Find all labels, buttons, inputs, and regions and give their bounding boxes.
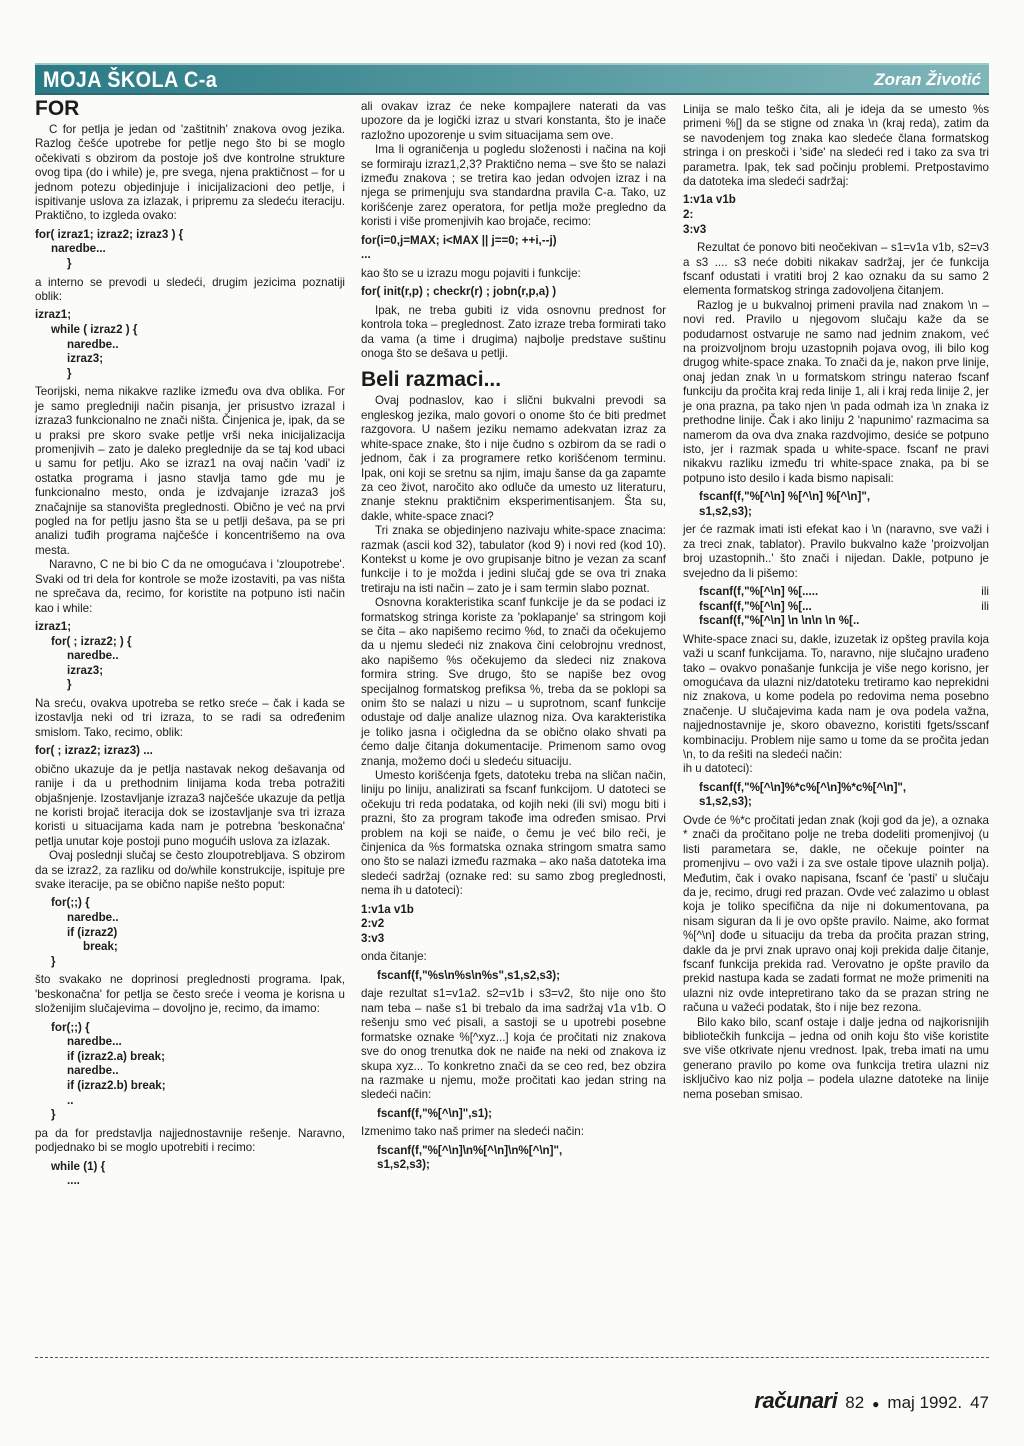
paragraph: Ovaj podnaslov, kao i slični bukvalni prevodi sa engleskog jezika, malo govori o onome što će biti predmet razgovora. U našem jeziku nemamo adekvatan izraz za white-space znake, što i nije čudno s ozbirom da se radi o jednom, čak i za programere retko korišćenom terminu. Ipak, oni koji se sretnu sa njim, imaju šanse da ga zapamte za ceo život, naročito ako odluče da umesto uz literaturu, znanje steknu praktičnim eksperimentisanjem. Šta su, dakle, white-space znaci? xyxy=(361,394,666,523)
paragraph: White-space znaci su, dakle, izuzetak iz opšteg pravila koja važi u scanf funkcijama. To, naravno, nije slučajno urađeno tako – ovakvo ponašanje funkcija je više nego korisno, jer omogućava da ulazni niz/datoteku tretiramo kao neprekidni niz znakova, u kome podela po redovima nema posebno značenje. U slučajevima kada nam je ova podela važna, najjednostavnije je, skoro obavezno, koristiti fgets/sscanf kombinaciju. Problem nije samo u tome da se pročita jedan \n, to da rešiti na sledeći način: xyxy=(683,632,989,761)
paragraph: Ovaj poslednji slučaj se često zloupotrebljava. S obzirom da se izraz2, za razliku od do/while konstrukcije, ispituje pre svake iteracije, pa se obično napiše nešto poput: xyxy=(35,849,345,891)
page-footer xyxy=(754,1388,989,1414)
code-block xyxy=(35,744,345,759)
column-title: MOJA ŠKOLA C-a xyxy=(43,67,218,92)
author-name: Zoran Životić xyxy=(874,70,981,89)
paragraph: Osnovna korakteristika scanf funkcije je da se podaci iz formatskog stringa koriste za 'poklapanje' sa stringom koji se čita – ako napišemo recimo %d, to znači da očekujemo da u njemu sledeći niz znakova čini celobrojnu vrednost, ako napišemo %s očekujemo da sledeci niz znakova formira string. Sve drugo, što se napiše bez ovog specijalnog formatskog prefiksa %, treba da se poklopi sa onim što se nalazi u nizu – u suprotnom, scanf funkcije odustaje od dalje analize ulaznog niza. Ova karakteristika je toliko jasna i očigledna da se obično olako shvati pa ćemo dalje čitanja dokumentacije. Primenom samo ovog znanja, možemo doći u sledeću situaciju. xyxy=(361,596,666,768)
code-line: for(i=0,j=MAX; i<MAX || j==0; ++i,--j) xyxy=(361,233,557,247)
code-block xyxy=(683,585,989,629)
column-middle xyxy=(361,100,666,1177)
footer-divider xyxy=(35,1357,989,1358)
code-line: if (izraz2.a) break; xyxy=(67,1049,165,1063)
paragraph: Bilo kako bilo, scanf ostaje i dalje jedna od najkorisnijih bibliotečkih funkcija – jedna od onih koju što više koristite sve više otkrivate njenu vrednost. Ipak, treba imati na umu generano pravilo po kome ova funkcija tretira ulazni niz isključivo kao niz polja – podela ulazne datoteke na linije nema poseban smisao. xyxy=(683,1015,989,1101)
paragraph: Umesto korišćenja fgets, datoteku treba na sličan način, liniju po liniju, analizirati sa fscanf funkcijom. U datoteci se očekuju tri reda podataka, od kojih neki (ili svi) mogu biti i prazni, što za program takođe ima određen smisao. Prvi problem na koji se naiđe, o čemu je već bilo reči, je činjenica da %s formatska oznaka stringom smatra samo ono što se nalazi između razmaka – ako naša datoteka ima sledeći sadržaj (oznake red: su samo zbog preglednosti, nema ih u datoteci): xyxy=(361,769,666,898)
code-line: fscanf(f,"%[^\n]",s1); xyxy=(377,1106,493,1120)
code-block xyxy=(361,234,666,263)
code-line: fscanf(f,"%[^\n]\n%[^\n]\n%[^\n]", xyxy=(377,1143,563,1157)
code-line: s1,s2,s3); xyxy=(377,1158,430,1172)
code-line: naredbe... xyxy=(67,1035,122,1049)
paragraph: daje rezultat s1=v1a2. s2=v1b i s3=v2, što nije ono što nam teba – naše s1 bi trebalo da ima sadržaj v1a v1b. O rešenju smo već pisali, a sastoji se u upotrebi posebne formatske oznake %[^xyz...] koja će pročitati niz znakova sve do onog trenutka dok ne naiđe na neki od znakova iz skupa xyz... To konkretno znači da se ceo red, bez obzira na razmake u njemu, može pročitati kao jedan string na sledeći način: xyxy=(361,987,666,1102)
or-label: ili xyxy=(981,599,989,613)
code-line: for( ; izraz2; izraz3) ... xyxy=(35,744,153,758)
code-line: fscanf(f,"%[^\n] %[^\n] %[^\n]", xyxy=(699,490,871,504)
code-block xyxy=(35,228,345,272)
code-block xyxy=(683,193,989,237)
code-text: fscanf(f,"%[^\n] %[..... xyxy=(699,584,819,598)
code-block xyxy=(361,285,666,300)
code-line: 3:v3 xyxy=(683,222,707,236)
column-right xyxy=(683,103,989,1102)
code-line: } xyxy=(67,366,72,380)
paragraph: Rezultat će ponovo biti neočekivan – s1=v1a v1b, s2=v3 a s3 .... s3 neće dobiti nikakav sadržaj, jer će funkcija fscanf odustati i vratiti broj 2 kao oznaku da su samo 2 elementa formatskog stringa zadovoljena čitanjem. xyxy=(683,241,989,298)
code-line: naredbe... xyxy=(51,242,106,256)
code-line: if (izraz2.b) break; xyxy=(67,1078,166,1092)
code-line: fscanf(f,"%[^\n]%*c%[^\n]%*c%[^\n]", xyxy=(699,780,907,794)
column-left xyxy=(35,98,345,1193)
paragraph: ali ovakav izraz će neke kompajlere naterati da vas upozore da je logički izraz u stvari konstanta, što je inače razložno upozorenje u svim situacijama sem ove. xyxy=(361,100,666,142)
code-line: izraz3; xyxy=(67,663,104,677)
issue-number: 82 xyxy=(845,1393,865,1412)
paragraph: Izmenimo tako naš primer na sledeći način: xyxy=(361,1125,584,1139)
or-label: ili xyxy=(981,584,989,598)
code-line: 1:v1a v1b xyxy=(683,193,736,207)
paragraph: onda čitanje: xyxy=(361,950,427,964)
paragraph: C for petlja je jedan od 'zaštitnih' znakova ovog jezika. Razlog češće upotrebe for petlje nego što bi se moglo očekivati s obzirom da postoje još dve kontrolne strukture ovog tipa (do i while) je, pre svega, njena praktičnost – for u jednom potezu objedinjuje i inicijalizacioni deo petlje, i ispitivanje uslova za izlazak, i pripremu za sledeću iteraciju. Praktično, to izgleda ovako: xyxy=(35,123,345,223)
code-block xyxy=(361,903,666,947)
code-line: for( izraz1; izraz2; izraz3 ) { xyxy=(35,227,184,241)
code-line: fscanf(f,"%s\n%s\n%s",s1,s2,s3); xyxy=(377,968,561,982)
code-line: while ( izraz2 ) { xyxy=(51,323,138,337)
code-line: for(;;) { xyxy=(51,1020,90,1034)
code-line: naredbe.. xyxy=(67,649,119,663)
code-line: naredbe.. xyxy=(67,1064,119,1078)
code-line: 2: xyxy=(683,208,694,222)
code-line xyxy=(683,600,989,615)
code-line: izraz1; xyxy=(35,619,72,633)
code-line: 2:v2 xyxy=(361,917,385,931)
paragraph: što svakako ne doprinosi preglednosti programa. Ipak, 'beskonačna' for petlja se često sreće i veoma je korisna u složenijim slučajevima – dovoljno je, recimo, da imamo: xyxy=(35,973,345,1016)
code-block xyxy=(35,896,345,969)
paragraph: ih u datoteci): xyxy=(683,762,753,776)
code-line: if (izraz2) xyxy=(67,925,118,939)
magazine-name: računari xyxy=(754,1388,838,1413)
code-line: while (1) { xyxy=(51,1159,106,1173)
code-line: izraz1; xyxy=(35,308,72,322)
paragraph: Teorijski, nema nikakve razlike između ova dva oblika. For je samo pregledniji način pisanja, jer prisustvo izrazaI i izraza3 funkcionalno ne znači ništa. Činjenica je, ipak, da se u praksi pre skoro svake petlje vrši neka inicijalizacija promenjivih – zato je daleko preglednije da se taj kod ubaci u samu for petlju. Ako se izraz1 na ovaj način 'vadi' iz ostatka programa i jasno stavlja tamo gde mu je funkcionalno mesto, onda je izdvajanje izraza3 još značajnije sa stanovišta preglednosti. Obično je već na prvi pogled na for petlju jasno šta se u petlji dešava, pa se pri analizi tuđih programa najčešće i koncentrišemo na ova mesta. xyxy=(35,385,345,557)
paragraph: Na sreću, ovakva upotreba se retko sreće – čak i kada se izostavlja neki od tri izraza, to se radi sa određenim smislom. Tako, recimo, oblik: xyxy=(35,696,345,739)
issue-date: maj 1992. xyxy=(887,1393,963,1412)
page-number: 47 xyxy=(970,1393,989,1412)
paragraph: Naravno, C ne bi bio C da ne omogućava i 'zloupotrebe'. Svaki od tri dela for kontrole se može izostaviti, pa vas ništa ne sprečava da, recimo, for koristite na potpuno isti način kao i while: xyxy=(35,558,345,615)
code-line: } xyxy=(51,954,56,968)
code-block xyxy=(683,490,989,519)
code-line: .. xyxy=(67,1093,74,1107)
paragraph: pa da for predstavlja najjednostavnije rešenje. Naravno, podjednako bi se moglo upotrebiti i recimo: xyxy=(35,1126,345,1155)
code-block xyxy=(35,1160,345,1189)
code-line: ... xyxy=(361,248,371,262)
code-text: fscanf(f,"%[^\n] %[... xyxy=(699,599,812,613)
code-line: s1,s2,s3); xyxy=(699,795,752,809)
code-line: naredbe.. xyxy=(67,337,119,351)
code-line: 3:v3 xyxy=(361,931,385,945)
paragraph: Ima li ograničenja u pogledu složenosti i načina na koji se formiraju izraz1,2,3? Praktično nema – sve što se nalazi između znakova ; se tretira kao jedan odvojen izraz i na njega se primenjuju sva standardna pravila C-a. Tako, uz korišćenje zarez operatora, for petlja može pregledno da koristi i više promenjivih kao brojače, recimo: xyxy=(361,143,666,229)
code-block xyxy=(35,620,345,693)
bullet-icon: ● xyxy=(872,1397,880,1411)
code-line: break; xyxy=(83,940,118,954)
code-block xyxy=(361,969,666,984)
code-line: } xyxy=(51,1108,56,1122)
paragraph: Razlog je u bukvalnoj primeni pravila nad znakom \n – novi red. Pravilo u njegovom slučaju kaže da se podudarnost ostvaruje ne samo nad jednim znakom, već na proizvoljnom broju uzastopnih pojava ovog, ili bilo kog drugog white-space znaka. To znači da je, nakon prve linije, onaj jedan znak \n u formatskom stringu naterao fscanf funkciju da pročita kraj reda linije 1, ali i kraj reda linije 2, jer je ona prazna, pa tako njen \n pada odmah iza \n znaka iz prethodne linije. Čak i ako liniju 2 'napunimo' razmacima sa namerom da ova dva znaka razdvojimo, desiće se potpuno isto, jer i razmak spada u white-space. fscanf ne pravi nikakvu razliku između tri white-space znaka, pa bi se potpuno isto desilo i kada bismo napisali: xyxy=(683,298,989,485)
code-line: } xyxy=(67,678,72,692)
code-line: s1,s2,s3); xyxy=(699,504,752,518)
code-line: fscanf(f,"%[^\n] \n \n\n \n %[.. xyxy=(699,614,860,628)
code-line: naredbe.. xyxy=(67,910,119,924)
section-title-beli-razmaci: Beli razmaci... xyxy=(361,368,502,392)
code-line: for( init(r,p) ; checkr(r) ; jobn(r,p,a) ) xyxy=(361,285,557,299)
code-line: 1:v1a v1b xyxy=(361,902,414,916)
code-line: for( ; izraz2; ) { xyxy=(51,634,132,648)
code-line: .... xyxy=(67,1174,80,1188)
code-block xyxy=(35,308,345,381)
paragraph: kao što se u izrazu mogu pojaviti i funkcije: xyxy=(361,266,581,280)
paragraph: Ipak, ne treba gubiti iz vida osnovnu prednost for kontrola toka – preglednost. Zato izraze treba formirati tako da vama (a time i drugima) najbolje predstave suštinu onoga što se dešava u petlji. xyxy=(361,303,666,361)
code-line: izraz3; xyxy=(67,352,104,366)
code-line xyxy=(683,585,989,600)
code-block xyxy=(361,1144,666,1173)
paragraph: Tri znaka se objedinjeno nazivaju white-space znacima: razmak (ascii kod 32), tabulator (kod 9) i novi red (kod 10). Kontekst u kome je ovo grupisanje bitno je vezan za scanf funkcije i to je možda i jedini slučaj gde se ova tri znaka tretiraju na isti način – zato je i sam termin slabo poznat. xyxy=(361,524,666,595)
paragraph: a interno se prevodi u sledeći, drugim jezicima poznatiji oblik: xyxy=(35,275,345,304)
section-title-for: FOR xyxy=(35,97,80,120)
paragraph: Ovde će %*c pročitati jedan znak (koji god da je), a oznaka * znači da pročitano polje ne treba dodeliti promenjivoj (u listi parametara se, dakle, ne očekuje pointer na promenjivu – ovo važi i za sve ostale tipove ulaznih polja). Međutim, čak i ovako napisana, fscanf će 'pasti' u slučaju da je, recimo, drugi red prazan. Ovde već zalazimo u oblast koja je toliko specifična da nije ni dokumentovana, pa nisam siguran da li je ovo opšte pravilo. Naime, ako format %[^\n] dođe u situaciju da treba da pročita prazan string, dakle da je prvi znak upravo onaj koji prekida dalje čitanje, fscanf funkcija prekida rad. Verovatno je opšte pravilo da prekid nastupa kada se zadati format ne može primeniti na ulazni niz ovde intepretirano tako da se prazan string ne računa u važeći podatak, što i nije bez rezona. xyxy=(683,813,989,1015)
paragraph: obično ukazuje da je petlja nastavak nekog dešavanja od ranije i da u prethodnim linijama koda treba potražiti objašnjenje. Izostavljanje izraza3 najčešće ukazuje da petlja ne koristi brojač iteracija dok se izostavljanje sva tri izraza koristi u situacijama kada nam je potrebna 'beskonačna' petlja unutar koje postoji puno mogućih uslova za izlazak. xyxy=(35,762,345,848)
code-block xyxy=(361,1107,666,1122)
code-line: for(;;) { xyxy=(51,896,90,910)
code-block xyxy=(683,781,989,810)
paragraph: jer će razmak imati isti efekat kao i \n (naravno, sve važi i za treci znak, tablator). Pravilo bukvalno kaže 'proizvoljan broj uzastopnih..' što znači i nijedan. Dakle, potpuno je svejedno da li pišemo: xyxy=(683,523,989,580)
column-banner xyxy=(35,63,989,95)
paragraph: Linija se malo teško čita, ali je ideja da se umesto %s primeni %[] da se stigne od znaka \n (kraj reda), zatim da se navodenjem tog znaka kao sledeće člana formatskog stringa i on preskoči i 'siđe' na sledeći red i tako za sva tri parametra. Ipak, tek sad počinju problemi. Pretpostavimo da datoteka ima sledeći sadržaj: xyxy=(683,103,989,189)
code-line: } xyxy=(67,257,72,271)
code-block xyxy=(35,1021,345,1123)
